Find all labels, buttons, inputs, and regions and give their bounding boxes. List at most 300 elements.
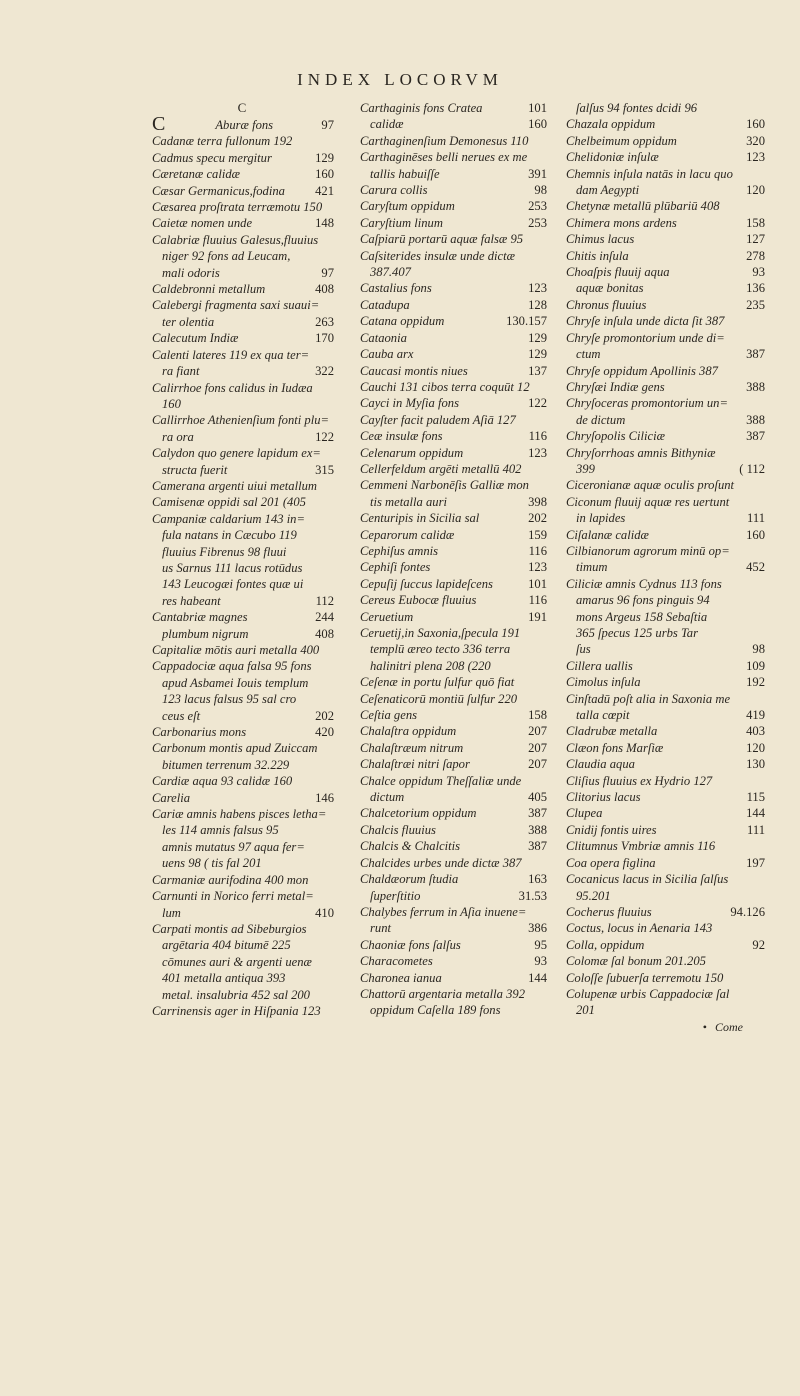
index-entry-line xyxy=(566,658,765,674)
entry-text: Cappadociæ aqua falsa 95 fons xyxy=(152,659,312,674)
page-number: 387 xyxy=(528,839,547,854)
entry-text: Chronus fluuius xyxy=(566,297,647,312)
index-entry-line xyxy=(152,166,334,182)
index-entry-line xyxy=(360,313,547,329)
entry-text: fluuius Fibrenus 98 fluui xyxy=(162,544,287,559)
index-entry-line xyxy=(360,510,547,526)
index-entry-line xyxy=(152,593,334,609)
entry-text: Carthaginēses belli nerues ex me xyxy=(360,150,528,165)
index-entry-line xyxy=(360,330,547,346)
index-entry-line xyxy=(360,855,547,871)
page-number: 144 xyxy=(528,970,547,985)
entry-text: dam Aegypti xyxy=(576,183,640,198)
page-number: 130 xyxy=(746,757,765,772)
entry-text: fula natans in Cæcubo 119 xyxy=(162,528,297,543)
index-entry-line xyxy=(566,904,765,920)
index-entry-line xyxy=(360,740,547,756)
entry-text: mons Argeus 158 Sebaſtia xyxy=(576,609,708,624)
entry-text: Calebergi fragmenta saxi suaui= xyxy=(152,298,320,313)
index-entry-line xyxy=(152,478,334,494)
page-number: 146 xyxy=(315,790,334,805)
entry-text: Ciliciæ amnis Cydnus 113 fons xyxy=(566,576,722,591)
page-number: 452 xyxy=(746,560,765,575)
index-entry-line xyxy=(566,363,765,379)
entry-text: Chryſorrhoas amnis Bithyniæ xyxy=(566,445,716,460)
index-entry-line xyxy=(152,872,334,888)
entry-text: Centuripis in Sicilia sal xyxy=(360,511,480,526)
entry-text: Caryſtum oppidum xyxy=(360,199,455,214)
page-number: 127 xyxy=(746,232,765,247)
index-entry-line xyxy=(566,395,765,411)
catch-mark: • xyxy=(702,1019,707,1034)
index-entry-line xyxy=(566,953,765,969)
page-number: 93 xyxy=(752,265,765,280)
entry-text: Camisenæ oppidi sal 201 (405 xyxy=(152,495,306,510)
entry-text: Chattorū argentaria metalla 392 xyxy=(360,986,526,1001)
index-entry-line xyxy=(360,609,547,625)
entry-text: Cauba arx xyxy=(360,347,414,362)
entry-text: Chryſe promontorium unde di= xyxy=(566,330,725,345)
entry-text: Cayci in Myſia fons xyxy=(360,396,459,411)
index-entry-line xyxy=(360,953,547,969)
index-entry-line xyxy=(566,379,765,395)
index-entry-line xyxy=(152,133,334,149)
entry-text: Caucasi montis niues xyxy=(360,363,468,378)
index-entry-line xyxy=(152,248,334,264)
entry-text: Coctus, locus in Aenaria 143 xyxy=(566,921,713,936)
page-number: 163 xyxy=(528,872,547,887)
page-number: 158 xyxy=(746,215,765,230)
entry-text: Carrinensis ager in Hiſpania 123 xyxy=(152,1003,321,1018)
entry-text: tis metalla auri xyxy=(370,494,447,509)
index-entry-line xyxy=(360,773,547,789)
index-entry-line xyxy=(152,544,334,560)
entry-text: Chalaſtra oppidum xyxy=(360,724,457,739)
entry-text: Cephiſus amnis xyxy=(360,543,439,558)
entry-text: de dictum xyxy=(576,412,626,427)
index-entry-line xyxy=(152,347,334,363)
index-entry-line xyxy=(566,477,765,493)
index-entry-line xyxy=(566,559,765,575)
entry-text: les 114 amnis falsus 95 xyxy=(162,823,279,838)
index-entry-line xyxy=(360,527,547,543)
entry-text: Chimus lacus xyxy=(566,232,635,247)
index-entry-line xyxy=(360,543,547,559)
entry-text: Ciſalanæ calidæ xyxy=(566,527,649,542)
entry-text: us Sarnus 111 lacus rotūdus xyxy=(162,560,303,575)
entry-text: ceus eſt xyxy=(162,708,201,723)
catchword-text: Come xyxy=(715,1019,743,1034)
entry-text: Catadupa xyxy=(360,297,410,312)
index-entry-line xyxy=(152,806,334,822)
index-entry-line xyxy=(360,198,547,214)
page-number: 191 xyxy=(528,609,547,624)
entry-text: apud Asbamei Iouis templum xyxy=(162,675,309,690)
entry-text: ſuperſtitio xyxy=(370,888,421,903)
index-entry-line xyxy=(566,871,765,887)
index-entry-line xyxy=(566,674,765,690)
index-entry-line xyxy=(360,641,547,657)
entry-text: Chetynæ metallū plūbariū 408 xyxy=(566,199,720,214)
entry-text: Capitaliæ mōtis auri metalla 400 xyxy=(152,643,320,657)
entry-text: Coloſſe ſubuerſa terremotu 150 xyxy=(566,970,724,985)
page-number: 278 xyxy=(746,248,765,263)
page-number: 391 xyxy=(528,166,547,181)
index-entry-line xyxy=(566,986,765,1002)
index-entry-line xyxy=(152,560,334,576)
index-entry-line xyxy=(360,363,547,379)
entry-text: res habeant xyxy=(162,593,221,608)
index-entry-line xyxy=(152,1003,334,1019)
index-entry-line xyxy=(360,133,547,149)
entry-text: Chalaſtræum nitrum xyxy=(360,740,464,755)
index-entry-line xyxy=(152,314,334,330)
page-number: 120 xyxy=(746,740,765,755)
index-entry-line xyxy=(360,215,547,231)
page-number: 388 xyxy=(746,379,765,394)
entry-text: Caietæ nomen unde xyxy=(152,216,253,231)
entry-text: Chryſe oppidum Apollinis 387 xyxy=(566,363,718,378)
entry-text: templū æreo tecto 336 terra xyxy=(370,642,511,657)
index-entry-line xyxy=(360,428,547,444)
index-entry-line xyxy=(566,592,765,608)
entry-text: ra fiant xyxy=(162,364,200,379)
entry-text: bitumen terrenum 32.229 xyxy=(162,757,290,772)
index-entry-line xyxy=(360,674,547,690)
entry-text: 365 ſpecus 125 urbs Tar xyxy=(576,626,698,640)
index-entry-line xyxy=(566,723,765,739)
entry-text: Cladrubæ metalla xyxy=(566,724,658,739)
index-entry-line xyxy=(360,691,547,707)
index-entry-line xyxy=(360,904,547,920)
index-entry-line xyxy=(566,543,765,559)
page-number: 122 xyxy=(315,429,334,444)
page-number: 123 xyxy=(528,281,547,296)
entry-text: Cæretanæ calidæ xyxy=(152,167,241,182)
index-entry-line xyxy=(566,527,765,543)
page-number: 111 xyxy=(747,511,765,526)
entry-text: Cimolus inſula xyxy=(566,675,641,690)
page-number: 158 xyxy=(528,708,547,723)
entry-text: Clupea xyxy=(566,806,603,821)
entry-text: ctum xyxy=(576,347,601,362)
entry-text: 95.201 xyxy=(576,888,611,903)
entry-text: Colla, oppidum xyxy=(566,937,645,952)
index-entry-line xyxy=(360,477,547,493)
entry-text: Chaldæorum ſtudia xyxy=(360,872,459,887)
index-entry-line xyxy=(152,527,334,543)
index-entry-line xyxy=(566,149,765,165)
page-number: 263 xyxy=(315,314,334,329)
entry-text: Cnidij fontis uires xyxy=(566,822,657,837)
index-column-3 xyxy=(566,100,765,1035)
index-entry-line xyxy=(152,642,334,658)
entry-text: runt xyxy=(370,921,391,936)
entry-text: 399 xyxy=(576,461,595,476)
entry-text: Caldebronni metallum xyxy=(152,282,266,297)
entry-text: oppidum Caſella 189 fons xyxy=(370,1003,501,1018)
entry-text: 201 xyxy=(576,1003,595,1018)
entry-text: 143 Leucogæi fontes quæ ui xyxy=(162,577,304,592)
index-entry-line xyxy=(152,199,334,215)
index-entry-line xyxy=(152,987,334,1003)
page-number: 136 xyxy=(746,281,765,296)
entry-text: Chalcides urbes unde dictæ 387 xyxy=(360,855,522,870)
index-entry-line xyxy=(152,215,334,231)
entry-text: Cæsarea proſtrata terræmotu 150 xyxy=(152,200,323,215)
entry-text: Calecutum Indiæ xyxy=(152,331,239,346)
index-entry-line xyxy=(566,576,765,592)
index-entry-line xyxy=(566,297,765,313)
page-number: 159 xyxy=(528,527,547,542)
index-entry-line xyxy=(360,1002,547,1018)
page-number: 410 xyxy=(315,905,334,920)
page-number: 320 xyxy=(746,133,765,148)
index-entry-line xyxy=(566,428,765,444)
page-number: 388 xyxy=(528,822,547,837)
entry-text: dictum xyxy=(370,790,405,805)
entry-text: Cepuſij ſuccus lapideſcens xyxy=(360,576,493,591)
entry-text: Aburæ fons xyxy=(215,118,274,132)
page-number: 386 xyxy=(528,921,547,936)
entry-text: metal. insalubria 452 sal 200 xyxy=(162,987,310,1002)
index-entry-line xyxy=(360,231,547,247)
entry-text: Cereus Eubocæ fluuius xyxy=(360,593,477,608)
index-entry-line xyxy=(566,855,765,871)
entry-text: Cantabriæ magnes xyxy=(152,610,248,625)
index-entry-line xyxy=(360,280,547,296)
entry-text: ter olentia xyxy=(162,314,215,329)
index-entry-line xyxy=(566,215,765,231)
page-number: 31.53 xyxy=(518,888,547,903)
entry-text: Ceſtia gens xyxy=(360,708,418,723)
entry-text: Cauchi 131 cibos terra coquūt 12 xyxy=(360,379,530,394)
entry-text: Ciceronianæ aquæ oculis proſunt xyxy=(566,478,735,493)
page-number: 112 xyxy=(315,593,334,608)
entry-text: Cinſtadū poſt alia in Saxonia me xyxy=(566,691,731,706)
index-entry-line xyxy=(566,494,765,510)
index-entry-line xyxy=(152,757,334,773)
index-entry-line xyxy=(566,264,765,280)
page-number: 160 xyxy=(746,117,765,132)
page-number: 97 xyxy=(321,265,334,280)
index-entry-line xyxy=(360,789,547,805)
entry-text: Chryſe inſula unde dicta ſit 387 xyxy=(566,314,725,329)
index-entry-line xyxy=(566,231,765,247)
entry-text: niger 92 fons ad Leucam, xyxy=(162,249,291,264)
page-number: 128 xyxy=(528,297,547,312)
index-entry-line xyxy=(566,198,765,214)
entry-text: structa fuerit xyxy=(162,462,228,477)
entry-text: Cayſter facit paludem Aſiā 127 xyxy=(360,412,516,427)
index-entry-line xyxy=(360,264,547,280)
entry-text: Claudia aqua xyxy=(566,757,635,772)
index-entry-line xyxy=(152,380,334,396)
entry-text: Cariæ amnis habens pisces letha= xyxy=(152,807,327,822)
entry-text: Ciconum fluuij aquæ res uertunt xyxy=(566,494,730,509)
index-entry-line xyxy=(152,462,334,478)
entry-text: Cataonia xyxy=(360,330,407,345)
drop-cap: C xyxy=(152,117,166,134)
page-number: 116 xyxy=(528,543,547,558)
entry-text: Chryſopolis Ciliciæ xyxy=(566,429,666,444)
page-number: 130.157 xyxy=(506,314,547,329)
page-number: 421 xyxy=(315,183,334,198)
index-entry-line xyxy=(152,412,334,428)
index-entry-line xyxy=(566,641,765,657)
entry-text: ſus xyxy=(576,642,591,657)
entry-text: Calydon quo genere lapidum ex= xyxy=(152,446,321,461)
entry-text: ſalſus 94 fontes dcidi 96 xyxy=(576,101,698,115)
page-number: 120 xyxy=(746,183,765,198)
entry-text: Carbonum montis apud Zuiccam xyxy=(152,741,318,756)
index-entry-line xyxy=(152,905,334,921)
entry-text: Chalcis & Chalcitis xyxy=(360,839,461,854)
page-number: 160 xyxy=(528,117,547,132)
page-number: 170 xyxy=(315,331,334,346)
entry-text: Castalius fons xyxy=(360,281,432,296)
running-head: INDEX LOCORVM xyxy=(297,70,503,89)
index-entry-line xyxy=(360,658,547,674)
entry-text: Chaoniæ fons ſalſus xyxy=(360,937,461,952)
index-entry-line xyxy=(566,166,765,182)
index-entry-line xyxy=(152,658,334,674)
index-entry-line xyxy=(152,609,334,625)
entry-text: Cilbianorum agrorum minū op= xyxy=(566,543,730,558)
entry-text: Cephiſi fontes xyxy=(360,560,431,575)
entry-text: Carelia xyxy=(152,790,191,805)
index-entry-line xyxy=(360,100,547,116)
index-entry-line xyxy=(360,412,547,428)
index-entry-line xyxy=(152,855,334,871)
index-entry-line xyxy=(152,626,334,642)
page-number: 95 xyxy=(534,937,547,952)
entry-text: Celenarum oppidum xyxy=(360,445,464,460)
index-entry-line xyxy=(360,723,547,739)
entry-text: amnis mutatus 97 aqua fer= xyxy=(162,839,305,854)
index-entry-line xyxy=(566,805,765,821)
page-number: 235 xyxy=(746,297,765,312)
page-number: 207 xyxy=(528,757,547,772)
page-number: 207 xyxy=(528,740,547,755)
page-number: 101 xyxy=(528,101,547,115)
index-entry-line xyxy=(566,133,765,149)
section-letter: C xyxy=(237,100,249,115)
index-entry-line xyxy=(152,117,334,133)
entry-text: Cæsar Germanicus,fodina xyxy=(152,183,285,198)
index-entry-line xyxy=(566,756,765,772)
page-number: 116 xyxy=(528,429,547,444)
page-number: 315 xyxy=(315,462,334,477)
index-entry-line xyxy=(360,166,547,182)
index-entry-line xyxy=(360,838,547,854)
index-entry-line xyxy=(152,429,334,445)
page-number: 148 xyxy=(315,216,334,231)
index-entry-line xyxy=(360,920,547,936)
index-entry-line xyxy=(566,773,765,789)
index-entry-line xyxy=(360,871,547,887)
entry-text: calidæ xyxy=(370,117,404,132)
index-entry-line xyxy=(566,412,765,428)
page-number: 144 xyxy=(746,806,765,821)
entry-text: Chalcis fluuius xyxy=(360,822,436,837)
index-entry-line xyxy=(152,691,334,707)
index-entry-line xyxy=(360,592,547,608)
index-entry-line xyxy=(360,248,547,264)
entry-text: Campaniæ caldarium 143 in= xyxy=(152,511,305,526)
page-number: 419 xyxy=(746,708,765,723)
entry-text: Clitumnus Vmbriæ amnis 116 xyxy=(566,839,716,854)
index-entry-line xyxy=(360,379,547,395)
entry-text: Choaſpis fluuij aqua xyxy=(566,265,670,280)
index-entry-line xyxy=(566,707,765,723)
page-number: 116 xyxy=(528,593,547,608)
index-entry-line xyxy=(566,116,765,132)
entry-text: 401 metalla antiqua 393 xyxy=(162,971,286,986)
index-entry-line xyxy=(152,232,334,248)
index-entry-line xyxy=(152,150,334,166)
entry-text: Carnunti in Norico ferri metal= xyxy=(152,889,314,904)
index-entry-line xyxy=(360,149,547,165)
index-entry-line xyxy=(152,888,334,904)
entry-text: 387.407 xyxy=(370,265,411,280)
index-entry-line xyxy=(360,888,547,904)
index-entry-line xyxy=(566,740,765,756)
index-entry-line xyxy=(566,313,765,329)
page-number: 129 xyxy=(528,347,547,362)
entry-text: 123 lacus falsus 95 sal cro xyxy=(162,692,297,707)
index-entry-line xyxy=(152,511,334,527)
entry-text: Cellerfeldum argēti metallū 402 xyxy=(360,461,522,476)
page-number: 197 xyxy=(746,855,765,870)
entry-text: halinitri plena 208 (220 xyxy=(370,658,491,673)
index-entry-line xyxy=(152,330,334,346)
index-entry-line xyxy=(566,248,765,264)
entry-text: Ceruetij,in Saxonia,ſpecula 191 xyxy=(360,626,521,640)
entry-text: Callirrhoe Athenienſium fonti plu= xyxy=(152,413,330,428)
index-entry-line xyxy=(152,708,334,724)
page-number: 129 xyxy=(315,150,334,165)
index-entry-line xyxy=(360,494,547,510)
entry-text: Carpati montis ad Sibeburgios xyxy=(152,921,307,936)
index-entry-line xyxy=(360,395,547,411)
index-entry-line xyxy=(566,280,765,296)
page-number: 129 xyxy=(528,330,547,345)
index-entry-line xyxy=(360,937,547,953)
entry-text: Cillera uallis xyxy=(566,658,633,673)
entry-text: Cadanæ terra fullonum 192 xyxy=(152,134,293,149)
entry-text: timum xyxy=(576,560,608,575)
page-number: 322 xyxy=(315,364,334,379)
index-entry-line xyxy=(152,954,334,970)
page-number: 122 xyxy=(528,396,547,411)
entry-text: Chryſæi Indiæ gens xyxy=(566,379,665,394)
entry-text: Clæon fons Marſiæ xyxy=(566,740,664,755)
entry-text: mali odoris xyxy=(162,265,220,280)
index-entry-line xyxy=(152,822,334,838)
index-entry-line xyxy=(566,970,765,986)
entry-text: Calenti lateres 119 ex qua ter= xyxy=(152,347,310,362)
entry-text: Ceæ insulæ fons xyxy=(360,429,443,444)
entry-text: Ceparorum calidæ xyxy=(360,527,455,542)
index-entry-line xyxy=(566,346,765,362)
entry-text: Cadmus specu mergitur xyxy=(152,150,272,165)
page-number: 408 xyxy=(315,282,334,297)
entry-text: Cardiæ aqua 93 calidæ 160 xyxy=(152,774,293,789)
entry-text: Chalybes ferrum in Aſia inuene= xyxy=(360,904,527,919)
page-number: 398 xyxy=(528,494,547,509)
index-entry-line xyxy=(360,297,547,313)
